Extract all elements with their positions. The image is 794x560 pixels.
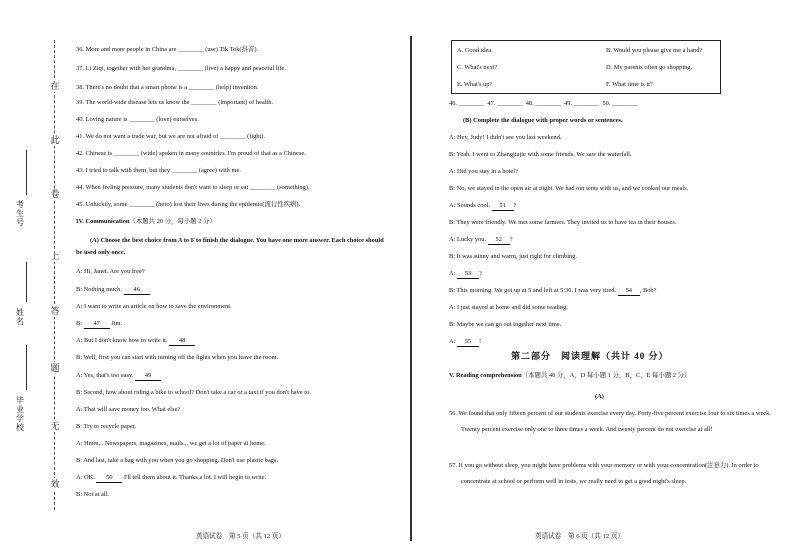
left-page-footer: 英语试卷 第 5 页（共 12 页） [196, 533, 286, 540]
question-56: 56. We found that only fifteen percent of our students exercise every day. Forty-five percent exercise four to six times a week. Twenty percent exercise only one to three times a week. And twenty percent do not exercise at all! [449, 410, 771, 433]
dialogue-line: B: Second, how about riding a bike to school? Don't take a car or a taxi if you don't have to. [76, 389, 311, 396]
dialogue-line: A: 55 ! [449, 338, 482, 345]
dialogue-line: A: I want to write an article on how to save the environment. [76, 303, 232, 310]
dialogue-line: A: Hey, Judy! I didn't see you last weekend. [449, 134, 562, 141]
dialogue-line: A: Lucky you. 52 ? [449, 236, 513, 243]
dialogue-line: B: Well, first you can start with turning off the lights when you leave the room. [76, 354, 279, 361]
answer-blank-50[interactable]: 50 [96, 474, 122, 483]
dialogue-line: B: Yeah. I went to Zhangjiajie with some friends. We saw the waterfall. [449, 151, 632, 158]
dialogue-line: B: They were friendly. We met some farmers. They invited us to have tea in their houses. [449, 219, 677, 226]
dialogue-line: B: Not at all. [76, 491, 110, 498]
question-38: 38. There's no doubt that a smart phone is a ________ (help) invention. [76, 84, 259, 91]
answer-blank-49[interactable]: 49 [135, 372, 161, 381]
passage-label-a: (A) [595, 393, 604, 400]
seal-char: 在 [48, 80, 62, 92]
dialogue-line: A: But I don't know how to write it. 48 [76, 337, 195, 346]
right-page-footer: 英语试卷 第 6 页（共 12 页） [535, 533, 625, 540]
answer-blank-46[interactable]: 46 [124, 286, 150, 295]
part-a-instruction: (A) Choose the best choice from A to F to finish the dialogue. You have one more answer. Each choice should be used only once. [76, 237, 384, 256]
option-e: E. What's up? [457, 81, 493, 88]
section-5-title: V. Reading comprehension [449, 372, 522, 379]
dialogue-line: A: Hmm... Newspapers, magazines, mails... we get a lot of paper at home. [76, 440, 266, 447]
dialogue-line: B: 47 Jim. [76, 320, 123, 327]
dialogue-line: A: I just stayed at home and did some reading. [449, 304, 568, 311]
dialogue-line: A: Did you stay in a hotel? [449, 168, 518, 175]
dialogue-line: A: 53 ? [449, 270, 482, 277]
section-4-score: （本题共 20 分，每小题 2 分） [129, 218, 216, 225]
question-57: 57. If you go without sleep, you might have problems with your memory or with your concentration(注意力). In order to concentrate at school or perform well in tests, we really need to get a good night's sleep. [449, 462, 759, 485]
answer-slot-46[interactable]: 46. ________ [449, 100, 485, 107]
question-37: 37. Li Ziqi, together with her grandma, ________ (live) a happy and peaceful life. [76, 65, 286, 72]
field-line [26, 150, 27, 195]
dialogue-line: A: Hi, Janet. Are you free? [76, 268, 145, 275]
answer-slot-49[interactable]: 49. ________ [564, 100, 600, 107]
answer-slot-50[interactable]: 50. ________ [602, 100, 638, 107]
field-label-school: 毕业学校 [16, 396, 24, 432]
field-label-exam-number: 考生号 [16, 200, 24, 227]
option-b: B. Would you please give me a hand? [606, 47, 703, 54]
section-4-heading [76, 218, 216, 226]
dialogue-line: B: No, we stayed in the open air at night. We had our tents with us, and we cooked our meals. [449, 185, 689, 192]
option-d: D. My parents often go shopping. [606, 64, 693, 71]
dialogue-line: A: Sounds cool. 51 ? [449, 202, 517, 209]
dialogue-line: B: This morning. We got up at 5 and left at 5:30. I was very tired. 54 , Bob? [449, 287, 657, 294]
question-41: 41. We do not want a trade war, but we are not afraid of ________ (fight). [76, 133, 265, 140]
question-40: 40. Loving nature is ________ (love) ourselves. [76, 116, 199, 123]
part-2-heading: 第二部分 阅读理解（共计 40 分） [511, 351, 669, 361]
seal-char: 题 [48, 362, 62, 374]
answer-blank-53[interactable]: 53 [457, 270, 479, 279]
dialogue-line: B: It was sunny and warm, just right for climbing. [449, 253, 577, 260]
question-44: 44. When feeling pressure, many students don't want to sleep or eat ________ (something). [76, 184, 310, 191]
section-5-heading [449, 372, 690, 380]
dialogue-line: A: Yes, that's too easy. 49 [76, 372, 161, 381]
section-5-score: （本题共 40 分，A，D 每小题 1 分，B，C，E 每小题 2 分） [521, 372, 691, 379]
dialogue-line: A: That will save money too. What else? [76, 406, 181, 413]
question-36: 36. More and more people in China are ________ (use) Tik Tok(抖音). [76, 46, 259, 53]
answer-slot-47[interactable]: 47. ________ [487, 100, 523, 107]
answer-line [449, 100, 638, 108]
seal-char: 上 [48, 250, 62, 262]
part-b-title: (B) Complete the dialogue with proper words or sentences. [463, 117, 623, 124]
binding-line [54, 40, 55, 510]
option-c: C. What's next? [457, 64, 498, 71]
answer-blank-48[interactable]: 48 [169, 337, 195, 346]
field-label-name: 姓名 [16, 308, 24, 326]
option-a: A. Good idea. [457, 47, 493, 54]
field-line [26, 262, 27, 302]
question-39: 39. The world-wide disease lets us know the ________ (important) of health. [76, 99, 274, 106]
dialogue-line: A: OK. 50 I'll tell them about it. Thanks a lot. I will begin to write. [76, 474, 267, 481]
answer-blank-47[interactable]: 47 [84, 320, 110, 329]
seal-char: 效 [48, 478, 62, 490]
answer-blank-55[interactable]: 55 [457, 338, 479, 347]
field-line [26, 345, 27, 390]
question-43: 43. I tried to talk with them, but they ________ (agree) with me. [76, 167, 241, 174]
answer-blank-54[interactable]: 54 [618, 287, 640, 296]
seal-char: 此 [48, 134, 62, 146]
answer-blank-52[interactable]: 52 [488, 236, 510, 245]
answer-blank-51[interactable]: 51 [492, 202, 514, 211]
question-45: 45. Unluckily, some ________ (hero) lost their lives during the epidemic(流行性疾病). [76, 201, 301, 208]
dialogue-line: B: Nothing much. 46 [76, 286, 150, 295]
seal-char: 答 [48, 305, 62, 317]
dialogue-line: B: Maybe we can go out together next time. [449, 321, 562, 328]
dialogue-line: B: Try to recycle paper. [76, 423, 137, 430]
answer-slot-48[interactable]: 48. ________ [525, 100, 561, 107]
page-divider [410, 36, 412, 541]
question-42: 42. Chinese is ________ (wide) spoken in many countries. I'm proud of that as a Chinese. [76, 150, 306, 157]
seal-char: 无 [48, 420, 62, 432]
option-f: F. What time is it? [606, 81, 653, 88]
seal-char: 卷 [48, 188, 62, 200]
options-box [451, 40, 721, 94]
section-4-title: IV. Communication [76, 218, 130, 225]
dialogue-line: B: And last, take a bag with you when you go shopping. Don't use plastic bags. [76, 457, 279, 464]
